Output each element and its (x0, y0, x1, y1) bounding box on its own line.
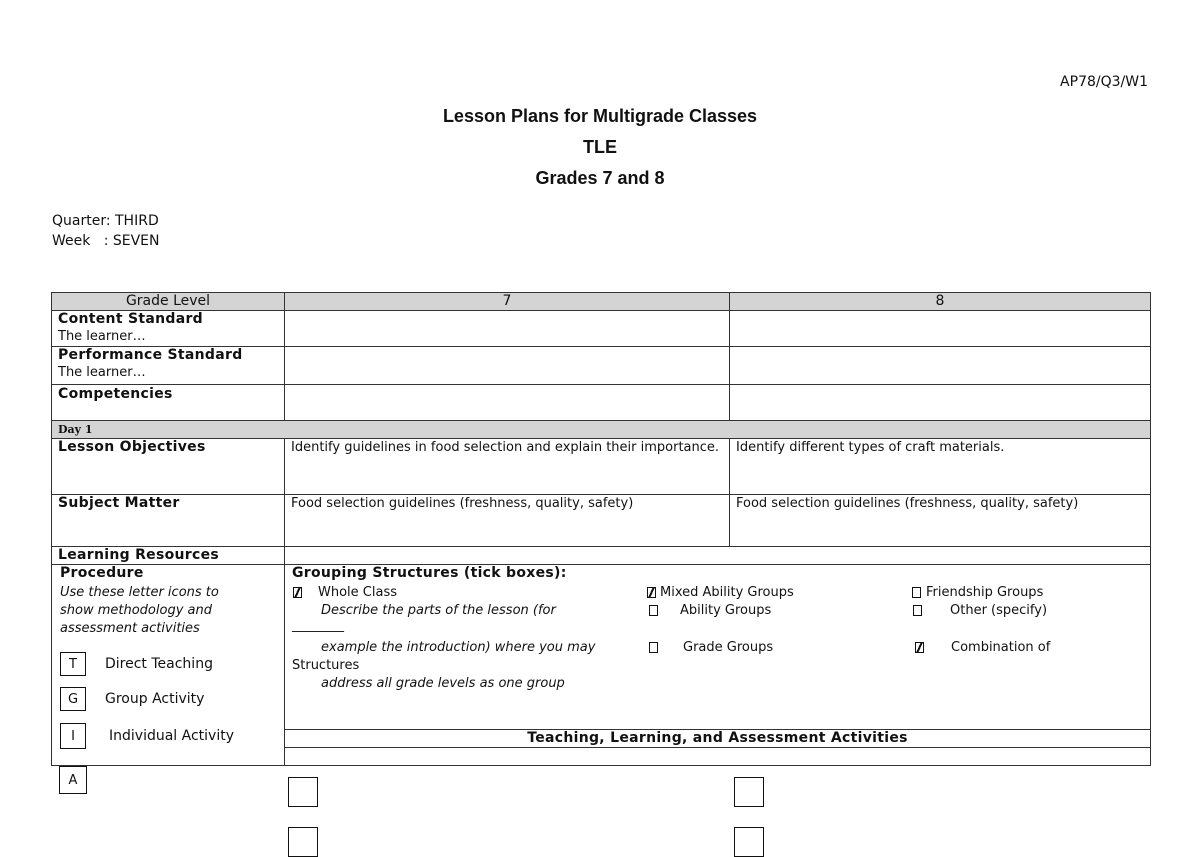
tla-content[interactable] (285, 748, 1151, 766)
day-row (52, 421, 1151, 439)
document-code: AP78/Q3/W1 (1060, 74, 1148, 90)
assessment-letter-icon: A (59, 766, 87, 794)
grouping-desc-2: example the introduction) where you may (321, 640, 596, 655)
structures-label: Structures (292, 658, 360, 673)
competencies-g7[interactable] (285, 385, 730, 421)
performance-standard-sub: The learner… (58, 365, 146, 380)
learning-resources-cell (52, 547, 285, 565)
grade-8-box-1[interactable] (734, 777, 764, 807)
grouping-desc-3: address all grade levels as one group (321, 676, 565, 691)
whole-class-label: Whole Class (318, 585, 397, 600)
grades-title: Grades 7 and 8 (535, 168, 665, 188)
grade-8-box-2[interactable] (734, 827, 764, 857)
learning-resources-row (52, 547, 1151, 565)
grouping-desc-1: Describe the parts of the lesson (for (321, 603, 556, 618)
grade-groups-checkbox[interactable] (649, 642, 658, 653)
competencies-row (52, 385, 1151, 421)
content-standard-cell (52, 311, 285, 347)
lesson-objectives-cell (52, 439, 285, 495)
subject-matter-cell (52, 495, 285, 547)
content-standard-row (52, 311, 1151, 347)
mixed-ability-label: Mixed Ability Groups (660, 585, 794, 600)
content-standard-label: Content Standard (58, 311, 203, 327)
performance-standard-row (52, 347, 1151, 385)
subject-matter-g7: Food selection guidelines (freshness, quality, safety) (285, 495, 730, 547)
grouping-structures-cell (285, 565, 1151, 730)
competencies-label: Competencies (58, 386, 173, 402)
ability-groups-label: Ability Groups (680, 603, 772, 618)
lesson-objectives-g7: Identify guidelines in food selection and explain their importance. (285, 439, 730, 495)
quarter-label: Quarter: THIRD (52, 213, 159, 229)
competencies-g8[interactable] (730, 385, 1151, 421)
grouping-blank-line: ________ (292, 618, 344, 633)
week-label: Week : SEVEN (52, 233, 160, 249)
teaching-icon-label: Direct Teaching (105, 656, 213, 672)
subject-title: TLE (583, 137, 617, 157)
mixed-ability-checkbox[interactable] (647, 587, 656, 598)
learning-resources-label: Learning Resources (58, 547, 220, 563)
lesson-plan-table (51, 292, 1151, 766)
individual-icon-label: Individual Activity (109, 728, 234, 744)
content-standard-g7[interactable] (285, 311, 730, 347)
procedure-desc-line-3: assessment activities (60, 621, 200, 636)
competencies-cell (52, 385, 285, 421)
individual-letter-icon: I (60, 723, 86, 749)
ability-groups-checkbox[interactable] (649, 605, 658, 616)
grade-groups-label: Grade Groups (683, 640, 774, 655)
teaching-letter-icon: T (60, 652, 86, 676)
procedure-desc-line-1: Use these letter icons to (60, 585, 219, 600)
grouping-title: Grouping Structures (tick boxes): (292, 565, 567, 581)
grade-8-header: 8 (730, 293, 1151, 311)
tla-header: Teaching, Learning, and Assessment Activities (285, 730, 1151, 748)
subject-matter-g8: Food selection guidelines (freshness, quality, safety) (730, 495, 1151, 547)
grade-level-row (52, 293, 1151, 311)
performance-standard-g8[interactable] (730, 347, 1151, 385)
friendship-groups-checkbox[interactable] (912, 587, 921, 598)
combination-checkbox[interactable] (915, 642, 924, 653)
procedure-cell (52, 565, 285, 766)
procedure-desc-line-2: show methodology and (60, 603, 212, 618)
subject-matter-label: Subject Matter (58, 495, 180, 511)
subject-matter-row (52, 495, 1151, 547)
content-standard-sub: The learner… (58, 329, 146, 344)
friendship-groups-label: Friendship Groups (926, 585, 1044, 600)
day-label: Day 1 (52, 421, 1151, 439)
combination-label: Combination of (951, 640, 1051, 655)
grade-7-box-2[interactable] (288, 827, 318, 857)
procedure-label: Procedure (60, 565, 144, 581)
grade-7-header: 7 (285, 293, 730, 311)
group-icon-label: Group Activity (105, 691, 205, 707)
grade-level-header: Grade Level (52, 293, 285, 311)
content-standard-g8[interactable] (730, 311, 1151, 347)
lesson-objectives-row (52, 439, 1151, 495)
other-label: Other (specify) (950, 603, 1048, 618)
learning-resources-content[interactable] (285, 547, 1151, 565)
performance-standard-g7[interactable] (285, 347, 730, 385)
document-title: Lesson Plans for Multigrade Classes (442, 106, 758, 126)
lesson-objectives-g8: Identify different types of craft materials. (730, 439, 1151, 495)
lesson-objectives-label: Lesson Objectives (58, 439, 206, 455)
whole-class-checkbox[interactable] (293, 587, 302, 598)
other-checkbox[interactable] (913, 605, 922, 616)
performance-standard-cell (52, 347, 285, 385)
performance-standard-label: Performance Standard (58, 347, 243, 363)
grade-7-box-1[interactable] (288, 777, 318, 807)
procedure-row (52, 565, 1151, 730)
group-letter-icon: G (60, 687, 86, 711)
